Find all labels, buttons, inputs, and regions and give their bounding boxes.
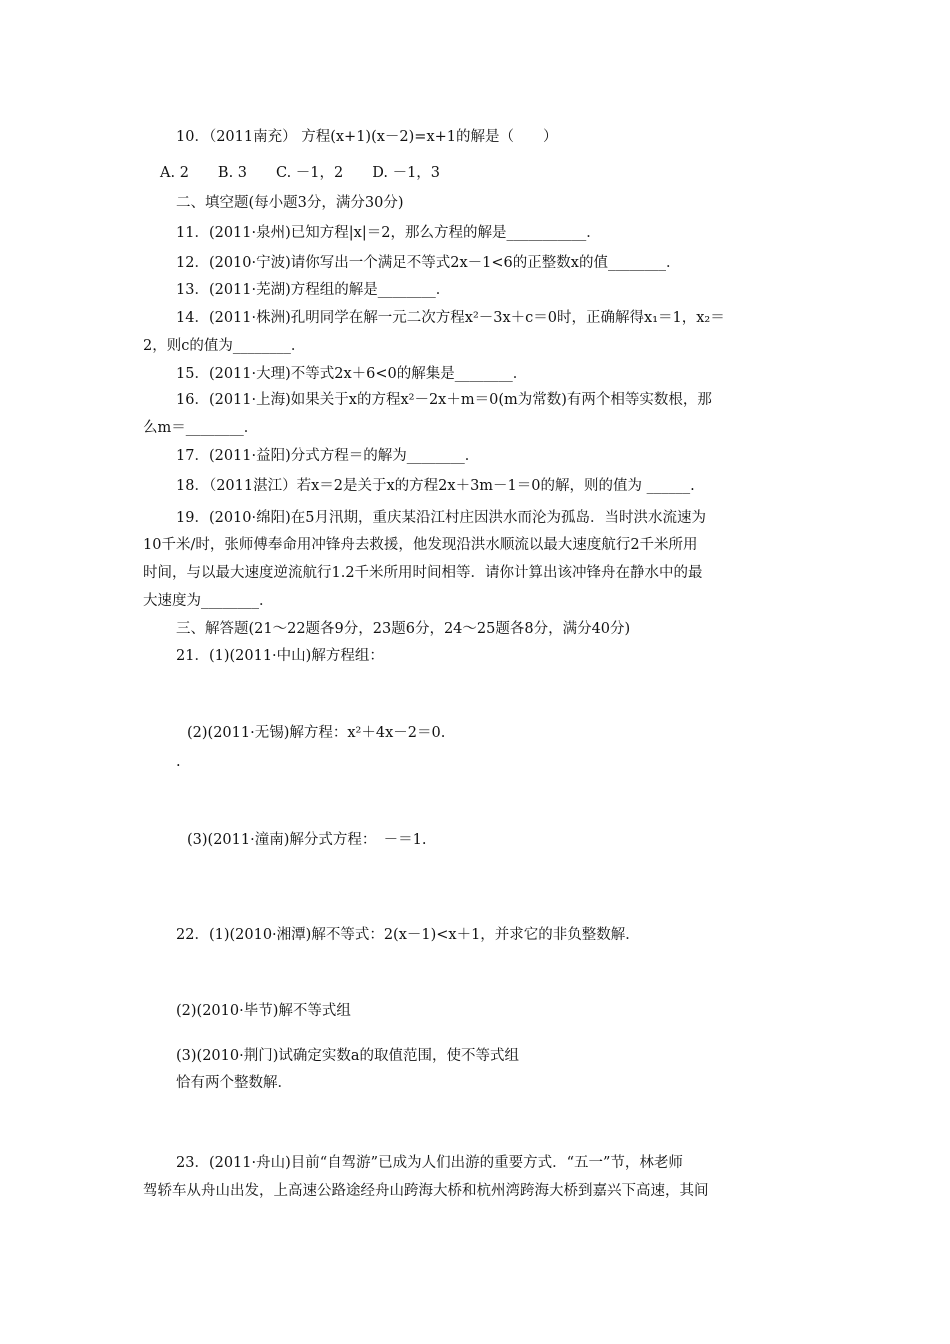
stray-dot: .	[176, 754, 181, 770]
q22-part-2: (2)(2010·毕节)解不等式组	[176, 1003, 351, 1019]
q19-line-3: 时间，与以最大速度逆流航行1.2千米所用时间相等．请你计算出该冲锋舟在静水中的最	[143, 565, 703, 581]
q15-line: 15．(2011·大理)不等式2x＋6<0的解集是________．	[176, 366, 528, 382]
q19-line-1: 19．(2010·绵阳)在5月汛期，重庆某沿江村庄因洪水而沦为孤岛．当时洪水流速为	[176, 510, 706, 526]
q23-line-2: 驾轿车从舟山出发，上高速公路途经舟山跨海大桥和杭州湾跨海大桥到嘉兴下高速，其间	[143, 1183, 709, 1199]
q21-part-3: (3)(2011·潼南)解分式方程： －＝1.	[187, 832, 427, 848]
q10-options: A. 2 B. 3 C. －1，2 D. －1，3	[160, 165, 441, 181]
q11-line: 11．(2011·泉州)已知方程|x|＝2，那么方程的解是___________．	[176, 225, 601, 241]
q19-line-2: 10千米/时，张师傅奉命用冲锋舟去救援，他发现沿洪水顺流以最大速度航行2千米所用	[143, 537, 698, 553]
q14-line-2: 2，则c的值为________．	[143, 338, 306, 354]
q22-part-3-line-1: (3)(2010·荆门)试确定实数a的取值范围，使不等式组	[176, 1048, 520, 1064]
q16-line-1: 16．(2011·上海)如果关于x的方程x²－2x＋m＝0(m为常数)有两个相等实数根，那	[176, 392, 712, 408]
q22-part-3-line-2: 恰有两个整数解．	[176, 1075, 292, 1091]
q13-line: 13．(2011·芜湖)方程组的解是________．	[176, 282, 451, 298]
q10-line: 10．（2011南充） 方程(x+1)(x－2)=x+1的解是（ ）	[176, 129, 558, 145]
q18-line: 18．（2011湛江）若x＝2是关于x的方程2x＋3m－1＝0的解，则的值为 ______.	[176, 478, 695, 494]
q14-line-1: 14．(2011·株洲)孔明同学在解一元二次方程x²－3x＋c＝0时，正确解得x₁＝1，x₂＝	[176, 310, 725, 326]
q21-part-2: (2)(2011·无锡)解方程：x²＋4x－2＝0.	[187, 725, 446, 741]
q17-line: 17．(2011·益阳)分式方程＝的解为________．	[176, 448, 480, 464]
q21-part-1: 21．(1)(2011·中山)解方程组：	[176, 648, 384, 664]
q19-line-4: 大速度为________．	[143, 593, 274, 609]
q12-line: 12．(2010·宁波)请你写出一个满足不等式2x－1<6的正整数x的值________．	[176, 255, 681, 271]
section-3-heading: 三、解答题(21～22题各9分，23题6分，24～25题各8分，满分40分)	[176, 621, 631, 637]
q16-line-2: 么m＝________．	[143, 420, 259, 436]
q22-part-1: 22．(1)(2010·湘潭)解不等式：2(x－1)<x＋1，并求它的非负整数解．	[176, 927, 640, 943]
section-2-heading: 二、填空题(每小题3分，满分30分)	[176, 195, 404, 211]
q23-line-1: 23．(2011·舟山)目前“自驾游”已成为人们出游的重要方式．“五一”节，林老师	[176, 1155, 683, 1171]
